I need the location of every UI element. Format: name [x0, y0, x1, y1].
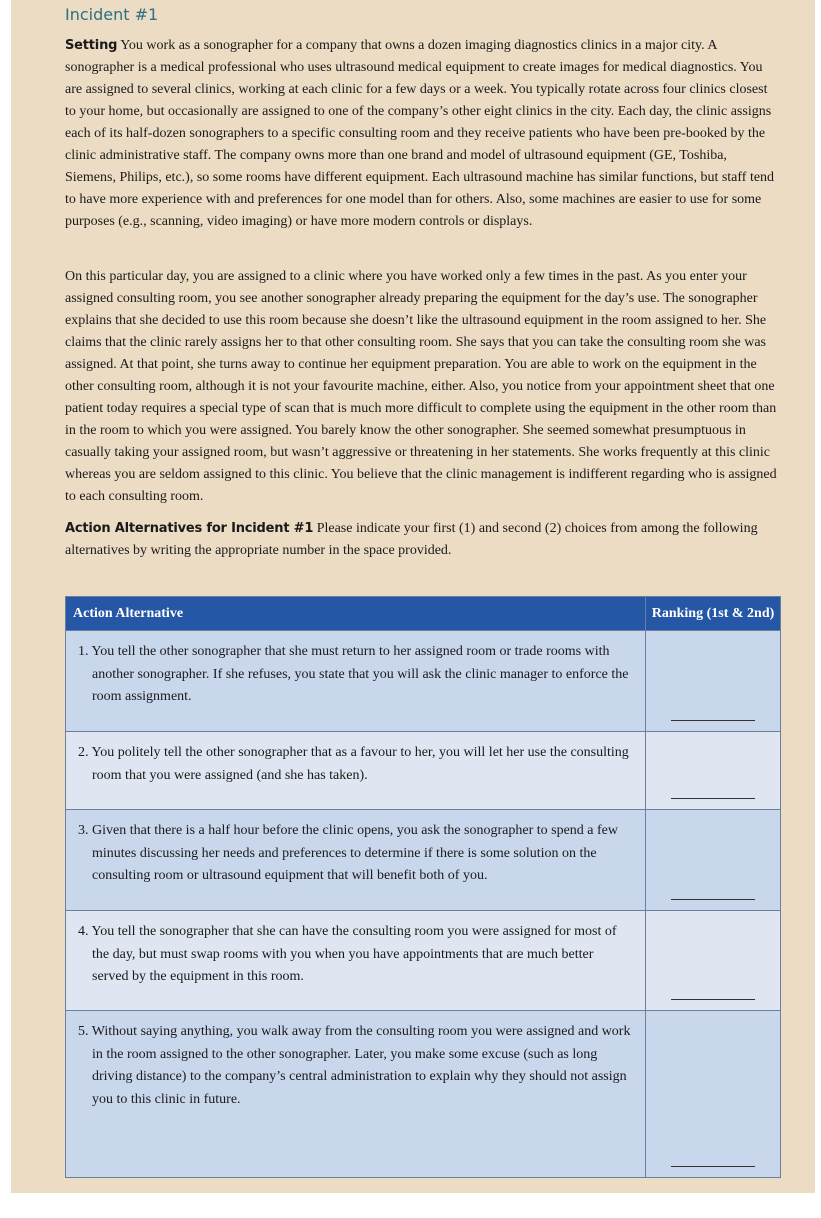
alternative-text: 3. Given that there is a half hour before the clinic opens, you ask the sonographer to spend a few minutes discussing her needs and preferences to determine if there is some solution on the consulting room or ultrasound equipment that will benefit both of you. — [78, 823, 618, 883]
alternative-cell — [66, 631, 646, 732]
alternative-text: 5. Without saying anything, you walk away from the consulting room you were assigned and work in the room assigned to the other sonographer. Later, you make some excuse (such as long driving distance) to the company’s central administration to explain why they should not assign you to this clinic in future. — [78, 1024, 631, 1107]
alternative-cell — [66, 1011, 646, 1178]
header-ranking: Ranking (1st & 2nd) — [646, 597, 781, 631]
table-row — [66, 911, 781, 1011]
alternative-text: 4. You tell the sonographer that she can have the consulting room you were assigned for most of the day, but must swap rooms with you when you have appointments that are much better served by the equipment in this room. — [78, 924, 617, 984]
action-alternatives-table — [65, 596, 781, 1178]
ranking-blank-line[interactable] — [671, 798, 755, 799]
table-row — [66, 732, 781, 810]
alternative-cell — [66, 810, 646, 911]
table-row — [66, 1011, 781, 1178]
ranking-cell[interactable] — [646, 810, 781, 911]
instructions-paragraph — [65, 518, 781, 562]
ranking-blank-line[interactable] — [671, 720, 755, 721]
alternative-text: 2. You politely tell the other sonographer that as a favour to her, you will let her use the consulting room that you were assigned (and she has taken). — [78, 745, 629, 783]
instructions-text: Please indicate your first (1) and second (2) choices from among the following alternatives by writing the appropriate number in the space provided. — [65, 521, 758, 558]
instructions-lead: Action Alternatives for Incident #1 — [65, 521, 314, 536]
ranking-blank-line[interactable] — [671, 899, 755, 900]
setting-paragraph — [65, 35, 781, 233]
setting-lead: Setting — [65, 38, 118, 53]
situation-paragraph: On this particular day, you are assigned to a clinic where you have worked only a few times in the past. As you enter your assigned consulting room, you see another sonographer already preparing the equipment for the day’s use. The sonographer explains that she decided to use this room because she doesn’t like the ultrasound equipment in the room assigned to her. She claims that the clinic rarely assigns her to that other consulting room. She says that you can take the consulting room she was assigned. At that point, she turns away to continue her equipment preparation. You are able to work on the equipment in the other consulting room, although it is not your favourite machine, either. Also, you notice from your appointment sheet that one patient today requires a special type of scan that is much more difficult to complete using the equipment in the other room than in the room to which you were assigned. You barely know the other sonographer. She seemed somewhat presumptuous in casually taking your assigned room, but wasn’t aggressive or threatening in her statements. She works frequently at this clinic whereas you are seldom assigned to this clinic. You believe that the clinic management is indifferent regarding who is assigned to each consulting room. — [65, 269, 777, 504]
ranking-blank-line[interactable] — [671, 999, 755, 1000]
incident-title: Incident #1 — [65, 5, 159, 24]
alternative-cell — [66, 732, 646, 810]
alternative-text: 1. You tell the other sonographer that she must return to her assigned room or trade rooms with another sonographer. If she refuses, you state that you will ask the clinic manager to enforce the room assignment. — [78, 644, 629, 704]
setting-text: You work as a sonographer for a company that owns a dozen imaging diagnostics clinics in a major city. A sonographer is a medical professional who uses ultrasound medical equipment to create images for medical diagnostics. You are assigned to several clinics, working at each clinic for a few days or a week. You typically rotate across four clinics closest to your home, but occasionally are assigned to one of the company’s other eight clinics in the city. Each day, the clinic assigns each of its half-dozen sonographers to a specific consulting room and they receive patients who have been pre-booked by the clinic administrative staff. The company owns more than one brand and model of ultrasound equipment (GE, Toshiba, Siemens, Philips, etc.), so some rooms have different equipment. Each ultrasound machine has similar functions, but staff tend to have more experience with and preferences for one model than for others. Also, some machines are easier to use for some purposes (e.g., scanning, video imaging) or have more modern controls or displays. — [65, 38, 775, 229]
ranking-cell[interactable] — [646, 1011, 781, 1178]
ranking-cell[interactable] — [646, 631, 781, 732]
alternative-cell — [66, 911, 646, 1011]
table-row — [66, 810, 781, 911]
table-row — [66, 631, 781, 732]
header-action-alternative: Action Alternative — [66, 597, 646, 631]
table-header-row — [66, 597, 781, 631]
ranking-cell[interactable] — [646, 732, 781, 810]
ranking-blank-line[interactable] — [671, 1166, 755, 1167]
ranking-cell[interactable] — [646, 911, 781, 1011]
